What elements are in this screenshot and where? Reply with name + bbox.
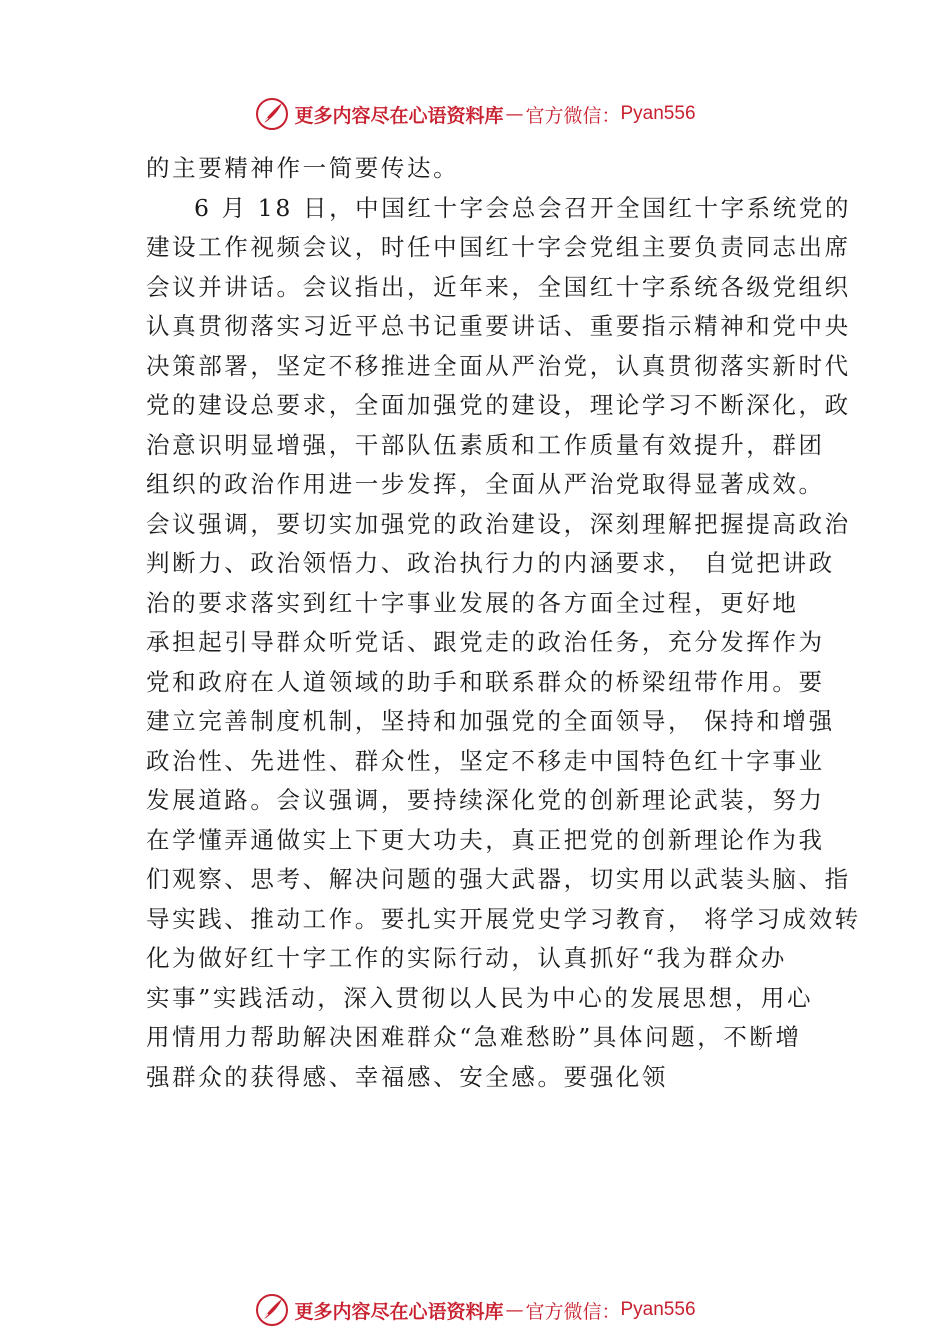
watermark-brand: 更多内容尽在心语资料库 xyxy=(294,104,504,127)
text-line: 党的建设总要求，全面加强党的建设，理论学习不断深化，政 xyxy=(146,391,851,419)
quill-pen-logo-icon xyxy=(254,96,290,132)
text-line: 认真贯彻落实习近平总书记重要讲话、重要指示精神和党中央 xyxy=(146,312,851,340)
watermark-label: 官方微信： xyxy=(525,104,621,127)
watermark-dash: — xyxy=(505,103,524,125)
watermark-wechat-id: Pyan556 xyxy=(620,103,696,124)
paragraph-start-line: 6 月 18 日，中国红十字会总会召开全国红十字系统党的 xyxy=(194,193,852,222)
text-line: 治的要求落实到红十字事业发展的各方面全过程，更好地 xyxy=(146,588,799,617)
text-line: 治意识明显增强，干部队伍素质和工作质量有效提升，群团 xyxy=(146,430,825,459)
watermark-dash: — xyxy=(505,1299,524,1321)
text-line: 发展道路。会议强调，要持续深化党的创新理论武装，努力 xyxy=(146,786,825,814)
text-line: 党和政府在人道领域的助手和联系群众的桥梁纽带作用。要 xyxy=(146,667,825,696)
text-line: 政治性、先进性、群众性，坚定不移走中国特色红十字事业 xyxy=(146,746,825,775)
watermark-wechat-id: Pyan556 xyxy=(620,1299,696,1320)
text-line: 化为做好红十字工作的实际行动，认真抓好“我为群众办 xyxy=(146,944,788,972)
text-line: 决策部署，坚定不移推进全面从严治党，认真贯彻落实新时代 xyxy=(146,351,851,380)
footer-watermark xyxy=(0,1290,950,1330)
document-body xyxy=(146,149,861,1097)
text-line: 的主要精神作一简要传达。 xyxy=(146,154,460,182)
text-line: 建立完善制度机制，坚持和加强党的全面领导， 保持和增强 xyxy=(146,707,835,735)
text-line: 导实践、推动工作。要扎实开展党史学习教育， 将学习成效转 xyxy=(146,904,861,933)
text-line: 会议并讲话。会议指出，近年来，全国红十字系统各级党组织 xyxy=(146,272,851,301)
text-line: 强群众的获得感、幸福感、安全感。要强化领 xyxy=(146,1062,668,1091)
text-line: 建设工作视频会议，时任中国红十字会党组主要负责同志出席 xyxy=(146,233,851,261)
text-line: 实事”实践活动，深入贯彻以人民为中心的发展思想，用心 xyxy=(146,983,814,1012)
text-line: 会议强调，要切实加强党的政治建设，深刻理解把握提高政治 xyxy=(146,509,851,538)
text-line: 组织的政治作用进一步发挥，全面从严治党取得显著成效。 xyxy=(146,470,825,498)
quill-pen-logo-icon xyxy=(254,1292,290,1328)
text-line: 用情用力帮助解决困难群众“急难愁盼”具体问题，不断增 xyxy=(146,1023,802,1051)
header-watermark xyxy=(0,94,950,134)
watermark-brand: 更多内容尽在心语资料库 xyxy=(294,1300,504,1323)
text-line: 判断力、政治领悟力、政治执行力的内涵要求， 自觉把讲政 xyxy=(146,549,835,577)
text-line: 承担起引导群众听党话、跟党走的政治任务，充分发挥作为 xyxy=(146,628,825,656)
text-line: 们观察、思考、解决问题的强大武器，切实用以武装头脑、指 xyxy=(146,865,851,893)
text-line: 在学懂弄通做实上下更大功夫，真正把党的创新理论作为我 xyxy=(146,825,825,854)
watermark-label: 官方微信： xyxy=(525,1300,621,1323)
